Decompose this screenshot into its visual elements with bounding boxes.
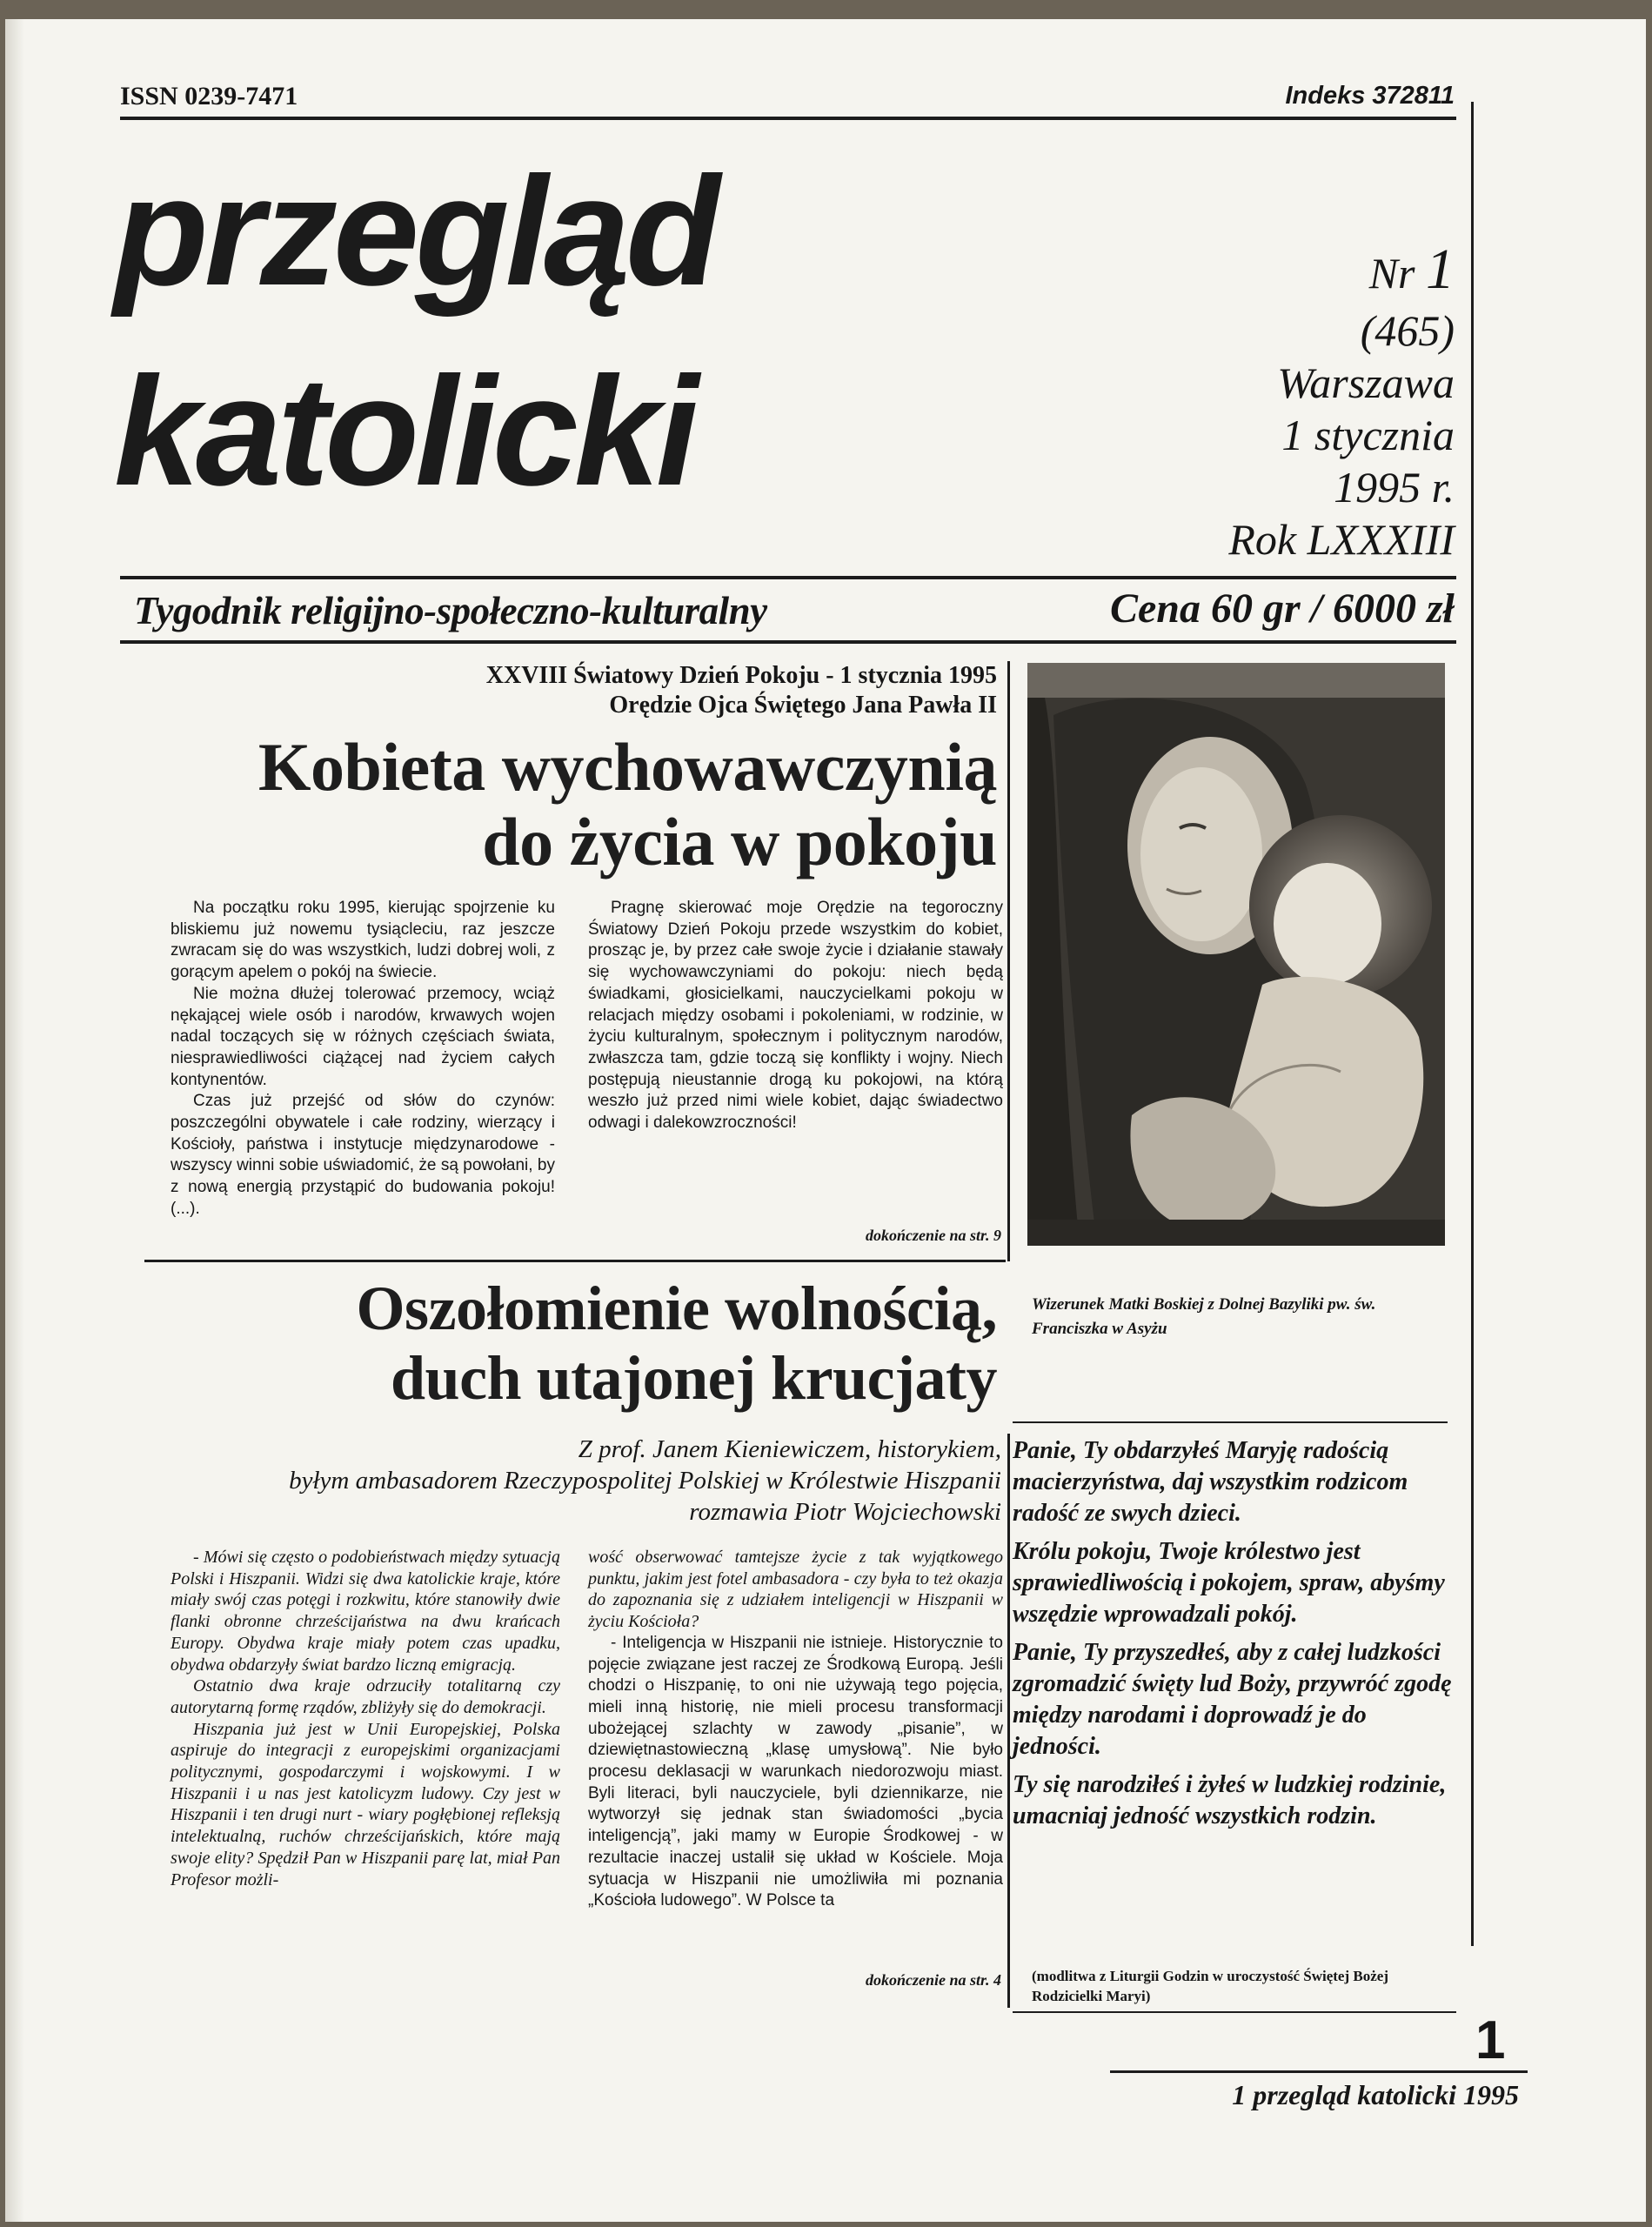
interview-rule-top	[144, 1260, 1006, 1262]
prayer-stanza: Panie, Ty przyszedłeś, aby z całej ludzkości zgromadzić święty lud Boży, przywróć zgodę między narodami i doprowadź je do jedności.	[1013, 1639, 1452, 1760]
lead-kicker-1: XXVIII Światowy Dzień Pokoju - 1 stycznia 1995	[485, 662, 997, 689]
lead-column-1	[171, 898, 555, 1221]
issue-value: 1	[1426, 237, 1455, 301]
lead-headline-1: Kobieta wychowawczynią	[257, 729, 997, 805]
interview-column-2	[588, 1547, 1003, 1912]
lead-paragraph: Nie można dłużej tolerować przemocy, wciąż nękającej wiele osób i narodów, krwawych wojen nadal toczących się w różnych częściach świata, niesprawiedliwości ciążącej nad życiem całych kontynentów.	[171, 984, 555, 1089]
issue-total: (465)	[1360, 306, 1455, 355]
issue-prefix: Nr	[1368, 249, 1415, 298]
interview-byline	[162, 1434, 1001, 1528]
photo-caption: Wizerunek Matki Boskiej z Dolnej Bazyliki pw. św. Franciszka w Asyżu	[1032, 1295, 1376, 1338]
prayer-stanza: Ty się narodziłeś i żyłeś w ludzkiej rodzinie, umacniaj jedność wszystkich rodzin.	[1013, 1771, 1447, 1829]
issue-year: 1995 r.	[1334, 463, 1455, 512]
lead-continuation: dokończenie na str. 9	[865, 1227, 1001, 1244]
byline-line-1: Z prof. Janem Kieniewiczem, historykiem,	[578, 1435, 1001, 1463]
lead-photo-divider	[1007, 661, 1010, 1261]
running-footer: 1 przegląd katolicki 1995	[1232, 2079, 1519, 2110]
interview-paragraph: Hiszpania już jest w Unii Europejskiej, Polska aspiruje do integracji z europejskimi organizacjami politycznymi, gospodarczymi i wojskowymi. I w Hiszpanii i u nas jest katolicyzm ludowy. Czy jest w Hiszpanii i ten drugi nurt - wiary pogłębionej refleksją intelektualną, ruchów chrześcijańskich, które mają swoje elity? Spędził Pan w Hiszpanii parę lat, miał Pan Profesor możli-	[171, 1719, 560, 1889]
issue-roman-year: Rok LXXXIII	[1228, 515, 1455, 564]
issue-date: 1 stycznia	[1281, 411, 1455, 459]
masthead-przeglad: przegląd	[114, 144, 716, 318]
interview-headline-2: duch utajonej krucjaty	[390, 1343, 997, 1413]
masthead-katolicki: katolicki	[114, 344, 695, 518]
prayer	[1013, 1435, 1452, 1839]
madonna-photo	[1027, 663, 1445, 1246]
interview-question-continued: wość obserwować tamtejsze życie z tak wyjątkowego punktu, jakim jest fotel ambasadora - czy była to też okazja do zapoznania się z udziałem inteligencji w Hiszpanii w życiu Kościoła?	[588, 1548, 1003, 1632]
price: Cena 60 gr / 6000 zł	[1109, 585, 1455, 632]
lead-paragraph: Na początku roku 1995, kierując spojrzenie ku bliskiemu już nowemu tysiącleciu, raz jeszcze zwracam się do was wszystkich, ludzi dobrej woli, z gorącym apelem o pokój na świecie.	[171, 899, 555, 982]
masthead-rule-top	[120, 576, 1456, 579]
tagline: Tygodnik religijno-społeczno-kulturalny	[134, 589, 767, 632]
interview-headline-1: Oszołomienie wolnością,	[356, 1274, 997, 1343]
top-rule	[120, 117, 1456, 120]
issn: ISSN 0239-7471	[120, 82, 298, 110]
prayer-source: (modlitwa z Liturgii Godzin w uroczystość Świętej Bożej Rodzicielki Maryi)	[1032, 1968, 1388, 2004]
prayer-divider	[1007, 1434, 1010, 2008]
right-edge-rule	[1471, 102, 1474, 1946]
prayer-stanza: Panie, Ty obdarzyłeś Maryję radością macierzyństwa, daj wszystkim rodzicom radość ze swych dzieci.	[1013, 1437, 1408, 1527]
issue-city: Warszawa	[1277, 358, 1455, 407]
byline-line-3: rozmawia Piotr Wojciechowski	[689, 1498, 1001, 1526]
footer-rule	[1110, 2070, 1528, 2073]
interview-continuation: dokończenie na str. 4	[865, 1971, 1001, 1989]
lead-paragraph: Czas już przejść od słów do czynów: poszczególni obywatele i całe rodziny, wierzący i Kościoły, państwa i instytucje międzynarodowe - wszyscy winni sobie uświadomić, że są powołani, by z nową energią przystąpić do budowania pokoju! (...).	[171, 1092, 555, 1218]
lead-column-2	[588, 898, 1003, 1134]
issue-number	[1154, 237, 1455, 301]
interview-paragraph: - Mówi się często o podobieństwach między sytuacją Polski i Hiszpanii. Widzi się dwa katolickie kraje, które miały swój czas potęgi i rozkwitu, które stanowiły dwie flanki obronne chrześcijaństwa na dwu krańcach Europy. Obydwa kraje miały potem czas upadku, obydwa obdarzyły świat bardzo liczną emigracją.	[171, 1548, 560, 1675]
lead-kicker-2: Orędzie Ojca Świętego Jana Pawła II	[609, 692, 997, 719]
interview-column-1	[171, 1547, 560, 1890]
interview-paragraph: - Inteligencja w Hiszpanii nie istnieje. Historycznie to pojęcie związane jest raczej ze Środkową Europą. Jeśli chodzi o Hiszpanię, to oni nie używają tego pojęcia, mieli inną historię, nie mieli procesu transformacji ubożejącej szlachty w zawody „pisanie”, w dziewiętnastowieczną „klasę umysłową”. Nie było procesu deklasacji w warunkach niedorozwoju miast. Byli literaci, byli nauczyciele, byli dziennikarze, nie wytworzył się jednak stan świadomości „bycia inteligencją”, jaki mamy w Europie Środkowej - w rezultacie inaczej ustalił się układ w Kościele. Moja sytuacja w Hiszpanii nie umożliwiła mi poznania „Kościoła ludowego”. W Polsce ta	[588, 1633, 1003, 1910]
lead-paragraph: Pragnę skierować moje Orędzie na tegoroczny Światowy Dzień Pokoju przede wszystkim do kobiet, prosząc je, by przez całe swoje życie i działanie stawały się wychowawczyniami do pokoju: niech będą świadkami, głosicielkami, nauczycielkami pokoju w relacjach między osobami i pokoleniami, w rodzinie, w życiu kulturalnym, społecznym i politycznym narodów, zwłaszcza tam, gdzie toczą się konflikty i wojny. Niech postępują nieustannie drogą ku pokojowi, na którą weszło już przed nimi wiele kobiet, dając świadectwo odwagi i dalekowzroczności!	[588, 899, 1003, 1133]
bottom-rule-short	[1013, 2011, 1456, 2013]
madonna-image	[1027, 663, 1445, 1246]
interview-paragraph: Ostatnio dwa kraje odrzuciły totalitarną czy autorytarną formę rządów, zbliżyły się do demokracji.	[171, 1676, 560, 1717]
prayer-stanza: Królu pokoju, Twoje królestwo jest sprawiedliwością i pokojem, spraw, abyśmy wszędzie wprowadzali pokój.	[1013, 1538, 1445, 1628]
lead-headline-2: do życia w pokoju	[482, 804, 997, 879]
byline-line-2: byłym ambasadorem Rzeczypospolitej Polskiej w Królestwie Hiszpanii	[289, 1467, 1001, 1495]
masthead-rule-bottom	[120, 640, 1456, 644]
index-number: Indeks 372811	[1285, 82, 1455, 110]
prayer-rule-top	[1013, 1421, 1448, 1423]
newspaper-page	[5, 19, 1646, 2222]
page-number: 1	[1475, 2010, 1506, 2070]
